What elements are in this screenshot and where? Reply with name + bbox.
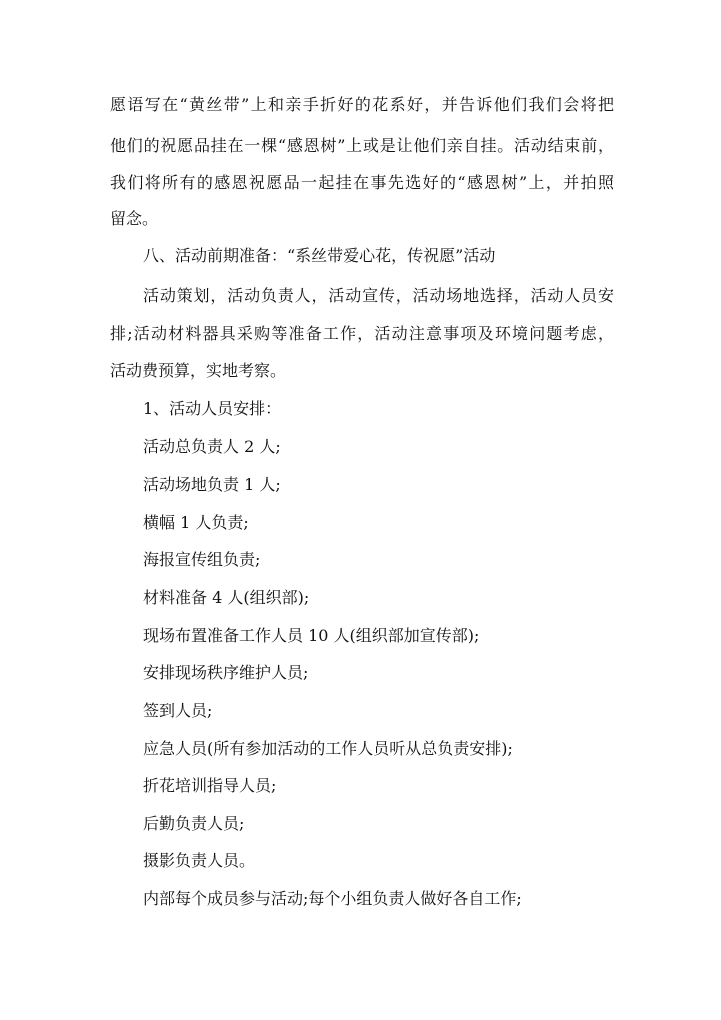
paragraph-line: 排;活动材料器具采购等准备工作，活动注意事项及环境问题考虑， [110, 324, 614, 343]
paragraph-line: 他们的祝愿品挂在一棵“感恩树”上或是让他们亲自挂。活动结束前， [110, 136, 614, 155]
paragraph-line: 活动费预算，实地考察。 [110, 361, 287, 380]
list-item: 横幅 1 人负责; [143, 513, 249, 532]
paragraph-line: 愿语写在“黄丝带”上和亲手折好的花系好，并告诉他们我们会将把 [110, 95, 614, 114]
paragraph-line: 活动策划，活动负责人，活动宣传，活动场地选择，活动人员安 [143, 286, 614, 305]
list-item: 安排现场秩序维护人员; [143, 663, 309, 682]
list-item: 海报宣传组负责; [143, 550, 261, 569]
list-item: 内部每个成员参与活动;每个小组负责人做好各自工作; [143, 889, 522, 908]
list-item: 后勤负责人员; [143, 814, 245, 833]
list-item: 活动总负责人 2 人; [143, 437, 281, 456]
paragraph-line: 留念。 [110, 209, 159, 228]
list-item: 折花培训指导人员; [143, 776, 277, 795]
list-item: 签到人员; [143, 701, 213, 720]
section-heading: 八、活动前期准备：“系丝带爱心花，传祝愿”活动 [143, 246, 496, 265]
list-item: 材料准备 4 人(组织部); [143, 588, 310, 607]
list-item: 摄影负责人员。 [143, 851, 256, 870]
list-item: 活动场地负责 1 人; [143, 475, 281, 494]
paragraph-line: 我们将所有的感恩祝愿品一起挂在事先选好的“感恩树”上，并拍照 [110, 173, 614, 192]
list-item: 现场布置准备工作人员 10 人(组织部加宣传部); [143, 626, 480, 645]
subsection-heading: 1、活动人员安排： [143, 399, 282, 418]
list-item: 应急人员(所有参加活动的工作人员听从总负责安排); [143, 739, 513, 758]
